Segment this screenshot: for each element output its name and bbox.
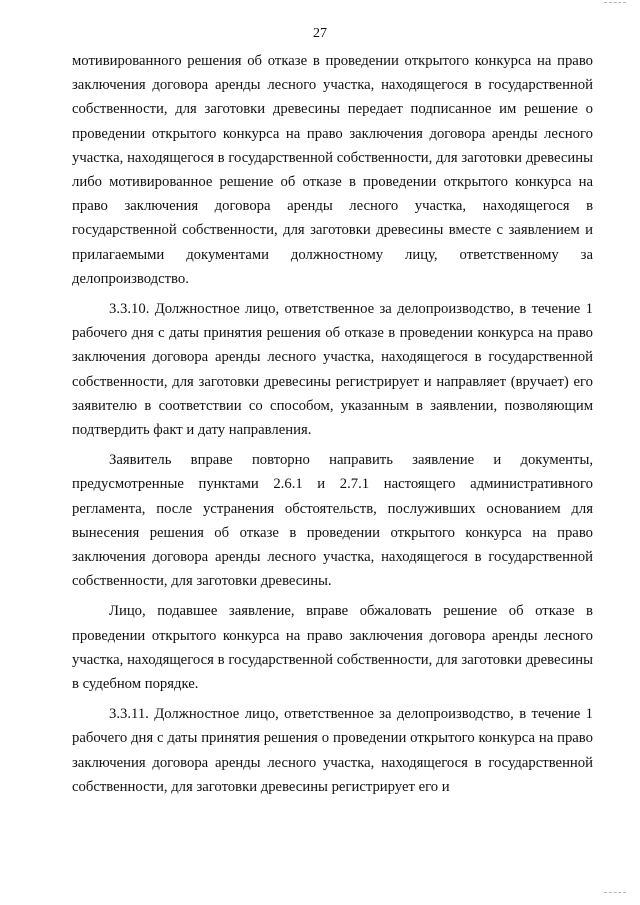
document-body: [72, 49, 593, 805]
paragraph-3-3-11: 3.3.11. Должностное лицо, ответственное за делопроизводство, в течение 1 рабочего дня с даты принятия решения о проведении открытого конкурса на право заключения договора аренды лесного участка, находящегося в государственной собственности, для заготовки древесины регистрирует его и: [72, 706, 593, 795]
page-number: 27: [313, 26, 327, 41]
scan-artifact: [604, 2, 626, 7]
paragraph-appeal: Лицо, подавшее заявление, вправе обжаловать решение об отказе в проведении открытого конкурса на право заключения договора аренды лесного участка, находящегося в государственной собственности, для заготовки древесины в судебном порядке.: [72, 603, 593, 693]
paragraph-3-3-10: 3.3.10. Должностное лицо, ответственное за делопроизводство, в течение 1 рабочего дня с даты принятия решения об отказе в проведении конкурса на право заключения договора аренды лесного участка, находящегося в государственной собственности, для заготовки древесины регистрирует и направляет (вручает) его заявителю в соответствии со способом, указанным в заявлении, позволяющим подтвердить факт и дату направления.: [72, 301, 593, 439]
paragraph-reapplication: Заявитель вправе повторно направить заявление и документы, предусмотренные пунктами 2.6.1 и 2.7.1 настоящего административного регламента, после устранения обстоятельств, послуживших основанием для вынесения решения об отказе в проведении открытого конкурса на право заключения договора аренды лесного участка, находящегося в государственной собственности, для заготовки древесины.: [72, 452, 593, 590]
scan-artifact-bottom: [604, 892, 626, 897]
paragraph-continued-decision: мотивированного решения об отказе в проведении открытого конкурса на право заключения договора аренды лесного участка, находящегося в государственной собственности, для заготовки древесины передает подписанное им решение о проведении открытого конкурса на право заключения договора аренды лесного участка, находящегося в государственной собственности, для заготовки древесины либо мотивированное решение об отказе в проведении открытого конкурса на право заключения договора аренды лесного участка, находящегося в государственной собственности, для заготовки древесины вместе с заявлением и прилагаемыми документами должностному лицу, ответственному за делопроизводство.: [72, 53, 593, 287]
